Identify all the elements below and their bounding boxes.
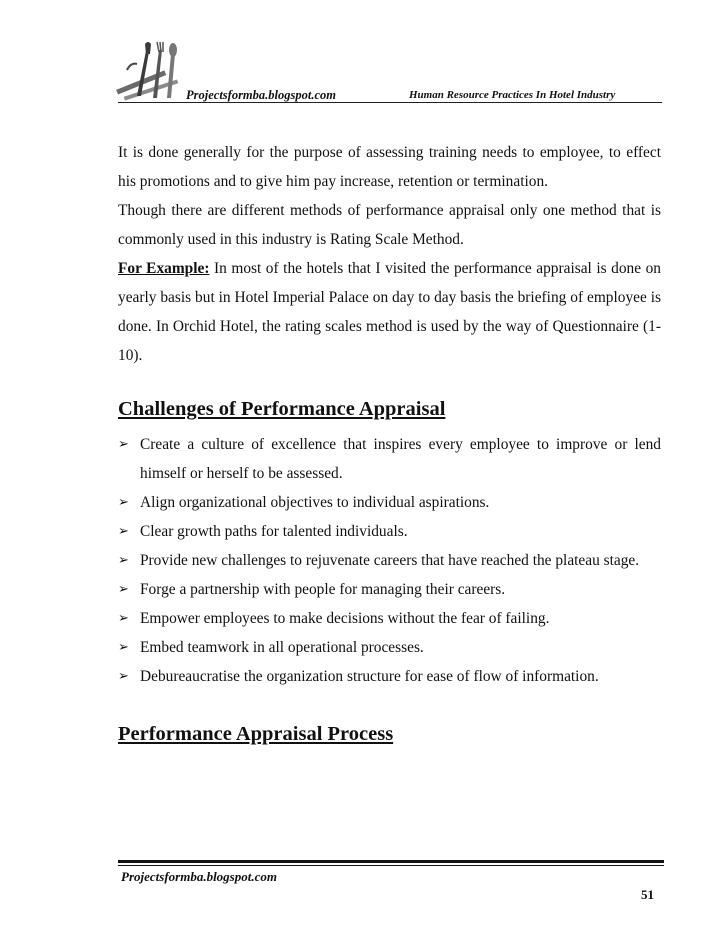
- footer-rule-thin: [118, 865, 664, 866]
- list-item: ➢ Create a culture of excellence that inspires every employee to improve or lend himself or herself to be assessed.: [118, 430, 661, 488]
- header-rule: [118, 102, 662, 103]
- arrow-bullet-icon: ➢: [118, 495, 129, 510]
- list-item: ➢ Provide new challenges to rejuvenate careers that have reached the plateau stage.: [118, 546, 661, 575]
- paragraph-methods: Though there are different methods of performance appraisal only one method that is commonly used in this industry is Rating Scale Method.: [118, 202, 661, 248]
- list-item: ➢ Clear growth paths for talented individuals.: [118, 517, 661, 546]
- list-item: ➢ Embed teamwork in all operational processes.: [118, 633, 661, 662]
- list-item: ➢ Empower employees to make decisions without the fear of failing.: [118, 604, 661, 633]
- paragraph-example: [118, 254, 661, 370]
- example-text: In most of the hotels that I visited the performance appraisal is done on yearly basis but in Hotel Imperial Palace on day to day basis the briefing of employee is done. In Orchid Hotel, the rating scales method is used by the way of Questionnaire (1-10).: [118, 260, 661, 364]
- hotel-cutlery-logo-icon: [113, 40, 187, 102]
- list-item: ➢ Debureaucratise the organization structure for ease of flow of information.: [118, 662, 661, 691]
- arrow-bullet-icon: ➢: [118, 437, 129, 452]
- footer-site-name: Projectsformba.blogspot.com: [121, 869, 277, 884]
- footer-rule-thick: [118, 860, 664, 863]
- arrow-bullet-icon: ➢: [118, 669, 129, 684]
- header-site-name: Projectsformba.blogspot.com: [186, 88, 336, 102]
- example-label: For Example:: [118, 260, 210, 277]
- list-item: ➢ Align organizational objectives to individual aspirations.: [118, 488, 661, 517]
- arrow-bullet-icon: ➢: [118, 582, 129, 597]
- arrow-bullet-icon: ➢: [118, 524, 129, 539]
- arrow-bullet-icon: ➢: [118, 553, 129, 568]
- list-item: ➢ Forge a partnership with people for managing their careers.: [118, 575, 661, 604]
- heading-challenges: Challenges of Performance Appraisal: [118, 398, 446, 420]
- page-number: 51: [641, 887, 654, 902]
- arrow-bullet-icon: ➢: [118, 611, 129, 626]
- header-document-title: Human Resource Practices In Hotel Industry: [409, 89, 616, 101]
- paragraph-purpose: It is done generally for the purpose of assessing training needs to employee, to effect his promotions and to give him pay increase, retention or termination.: [118, 144, 661, 190]
- body-text: [118, 138, 661, 370]
- challenges-list: [118, 430, 661, 691]
- arrow-bullet-icon: ➢: [118, 640, 129, 655]
- heading-process: Performance Appraisal Process: [118, 723, 394, 745]
